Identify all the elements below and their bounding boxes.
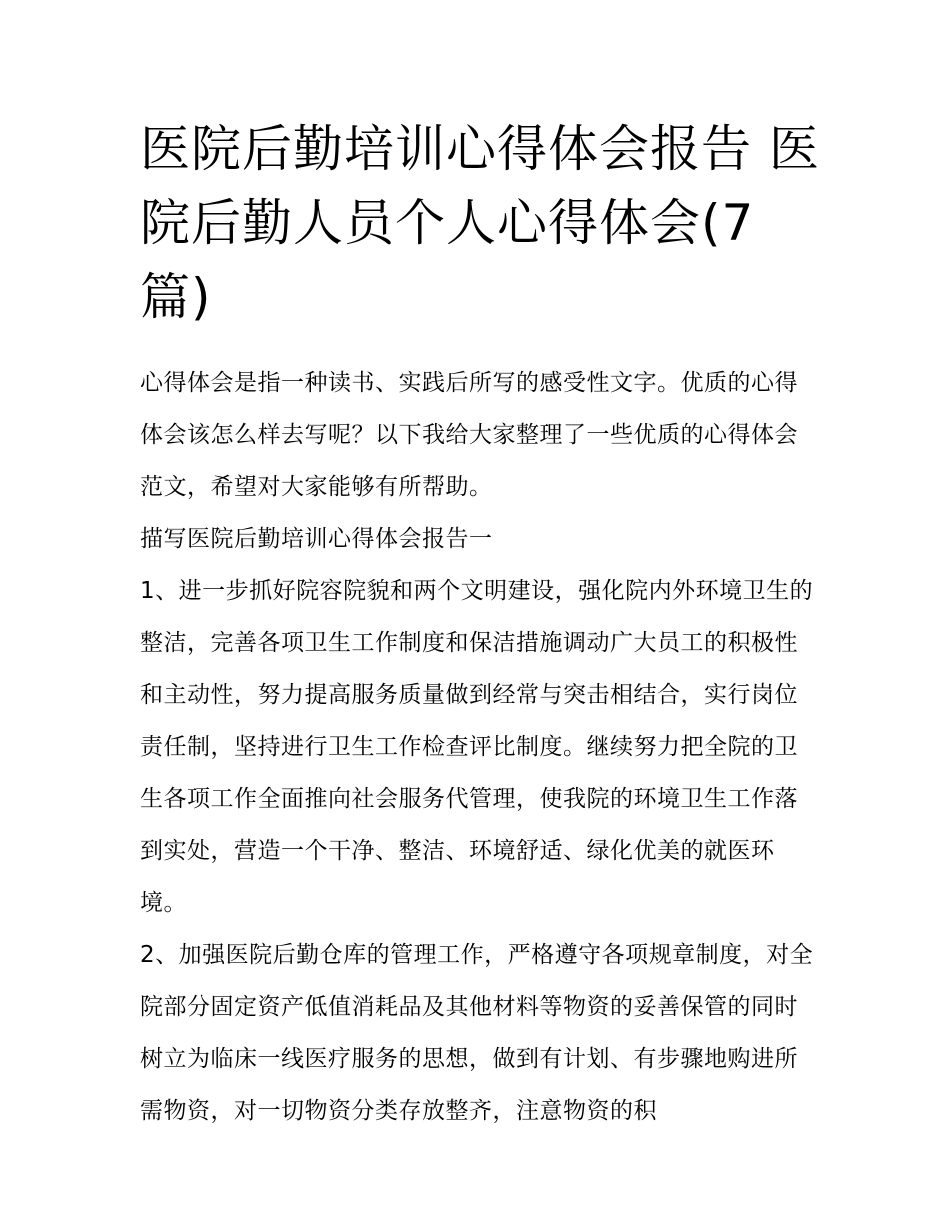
paragraph-2: 2、加强医院后勤仓库的管理工作，严格遵守各项规章制度，对全院部分固定资产低值消耗品及其他材料等物资的妥善保管的同时树立为临床一线医疗服务的思想，做到有计划、有步骤地购进所需物资，对一切物资分类存放整齐，注意物资的积 <box>140 942 814 1124</box>
document-body <box>140 357 820 1137</box>
document-title: 医院后勤培训心得体会报告 医院后勤人员个人心得体会(7篇) <box>140 120 820 326</box>
section-heading: 描写医院后勤培训心得体会报告一 <box>140 526 493 552</box>
paragraph-1: 1、进一步抓好院容院貌和两个文明建设，强化院内外环境卫生的整洁，完善各项卫生工作制度和保洁措施调动广大员工的积极性和主动性，努力提高服务质量做到经常与突击相结合，实行岗位责任制，坚持进行卫生工作检查评比制度。继续努力把全院的卫生各项工作全面推向社会服务代管理，使我院的环境卫生工作落到实处，营造一个干净、整洁、环境舒适、绿化优美的就医环境。 <box>140 578 814 916</box>
intro-paragraph: 心得体会是指一种读书、实践后所写的感受性文字。优质的心得体会该怎么样去写呢？以下我给大家整理了一些优质的心得体会范文，希望对大家能够有所帮助。 <box>140 370 798 500</box>
